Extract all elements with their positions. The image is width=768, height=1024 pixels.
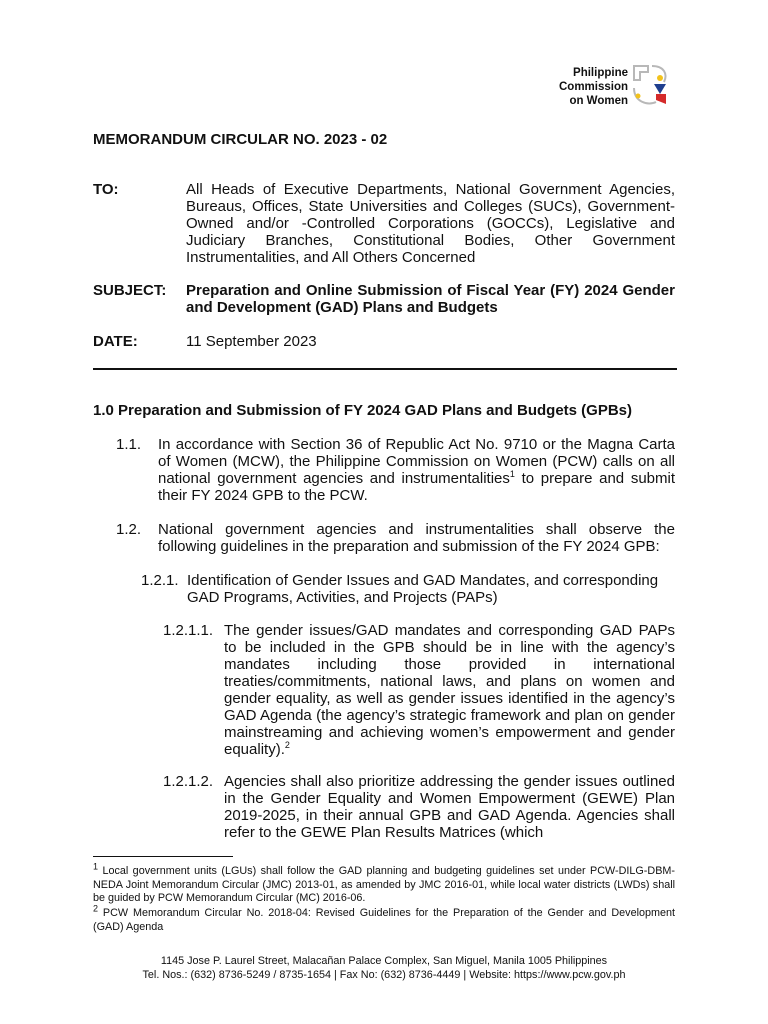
para-1-2-1-2: Agencies shall also prioritize addressing the gender issues outlined in the Gender Equality and Women Empowerment (GEWE) Plan 2019-2025, in their annual GPB and GAD Agenda. Agencies shall refer to the GEWE Plan Results Matrices (which <box>224 773 675 841</box>
footnote-2 <box>93 903 675 934</box>
footnote-1-text: Local government units (LGUs) shall follow the GAD planning and budgeting guidelines set under PCW-DILG-DBM-NEDA Joint Memorandum Circular (JMC) 2013-01, as amended by JMC 2016-01, while local water districts (LWDs) shall be guided by PCW Memorandum Circular (MC) 2016-06. <box>93 865 675 904</box>
footnote-divider <box>93 856 233 857</box>
subject-text: Preparation and Online Submission of Fiscal Year (FY) 2024 Gender and Development (GAD) Plans and Budgets <box>186 282 675 316</box>
footer-contact: Tel. Nos.: (632) 8736-5249 / 8735-1654 | Fax No: (632) 8736-4449 | Website: https://www.pcw.gov.ph <box>142 968 626 981</box>
section-heading: 1.0 Preparation and Submission of FY 2024 GAD Plans and Budgets (GPBs) <box>93 402 633 419</box>
logo-text <box>508 66 628 108</box>
footer-address: 1145 Jose P. Laurel Street, Malacañan Palace Complex, San Miguel, Manila 1005 Philippines <box>160 955 608 967</box>
footnote-2-text: PCW Memorandum Circular No. 2018-04: Revised Guidelines for the Preparation of the Gender and Development (GAD) Agenda <box>93 907 675 933</box>
footnote-2-number: 2 <box>93 903 99 914</box>
memo-title: MEMORANDUM CIRCULAR NO. 2023 - 02 <box>93 131 388 148</box>
date-label: DATE: <box>93 333 138 350</box>
date-text: 11 September 2023 <box>186 333 317 350</box>
para-1-2-1: Identification of Gender Issues and GAD Mandates, and corresponding GAD Programs, Activities, and Projects (PAPs) <box>187 572 659 606</box>
subject-label: SUBJECT: <box>93 282 167 299</box>
para-1-2-1-1-text: The gender issues/GAD mandates and corresponding GAD PAPs to be included in the GPB should be in line with the agency’s mandates including those provided in international treaties/commitments, national laws, and plans on women and gender equality, as well as gender issues identified in the agency’s GAD Agenda (the agency’s strategic framework and plan on gender mainstreaming and achieving women’s empowerment and gender equality). <box>224 622 675 758</box>
para-1-2-1-2-number: 1.2.1.2. <box>163 773 214 790</box>
to-text: All Heads of Executive Departments, National Government Agencies, Bureaus, Offices, State Universities and Colleges (SUCs), Government-Owned and/or -Controlled Corporations (GOCCs), Legislative and Judiciary Branches, Constitutional Bodies, Other Government Instrumentalities, and All Others Concerned <box>186 181 675 266</box>
footnote-1-number: 1 <box>93 861 99 872</box>
para-1-1-text-a: In accordance with Section 36 of Republic Act No. 9710 or the Magna Carta of Women (MCW), the Philippine Commission on Women (PCW) calls on all national government agencies and instrumentalities <box>158 436 675 487</box>
para-1-2-1-1-number: 1.2.1.1. <box>163 622 214 639</box>
logo-line-2: Commission <box>558 81 628 93</box>
para-1-1 <box>158 436 675 504</box>
header-divider <box>93 368 677 370</box>
para-1-2-1-number: 1.2.1. <box>141 572 179 589</box>
footnote-1 <box>93 861 675 906</box>
para-1-2: National government agencies and instrumentalities shall observe the following guidelines in the preparation and submission of the FY 2024 GPB: <box>158 521 675 555</box>
para-1-2-number: 1.2. <box>116 521 142 538</box>
logo-line-3: on Women <box>569 95 628 107</box>
para-1-2-1-1 <box>224 622 675 758</box>
para-1-1-text-b: to prepare and submit their FY 2024 GPB to the PCW. <box>158 470 676 504</box>
footnote-ref-1: 1 <box>509 469 515 479</box>
footnote-ref-2: 2 <box>284 740 290 750</box>
pcw-logo-icon <box>626 60 674 110</box>
to-label: TO: <box>93 181 119 198</box>
page-footer <box>0 955 768 982</box>
logo-line-1: Philippine <box>573 67 628 79</box>
para-1-1-number: 1.1. <box>116 436 142 453</box>
